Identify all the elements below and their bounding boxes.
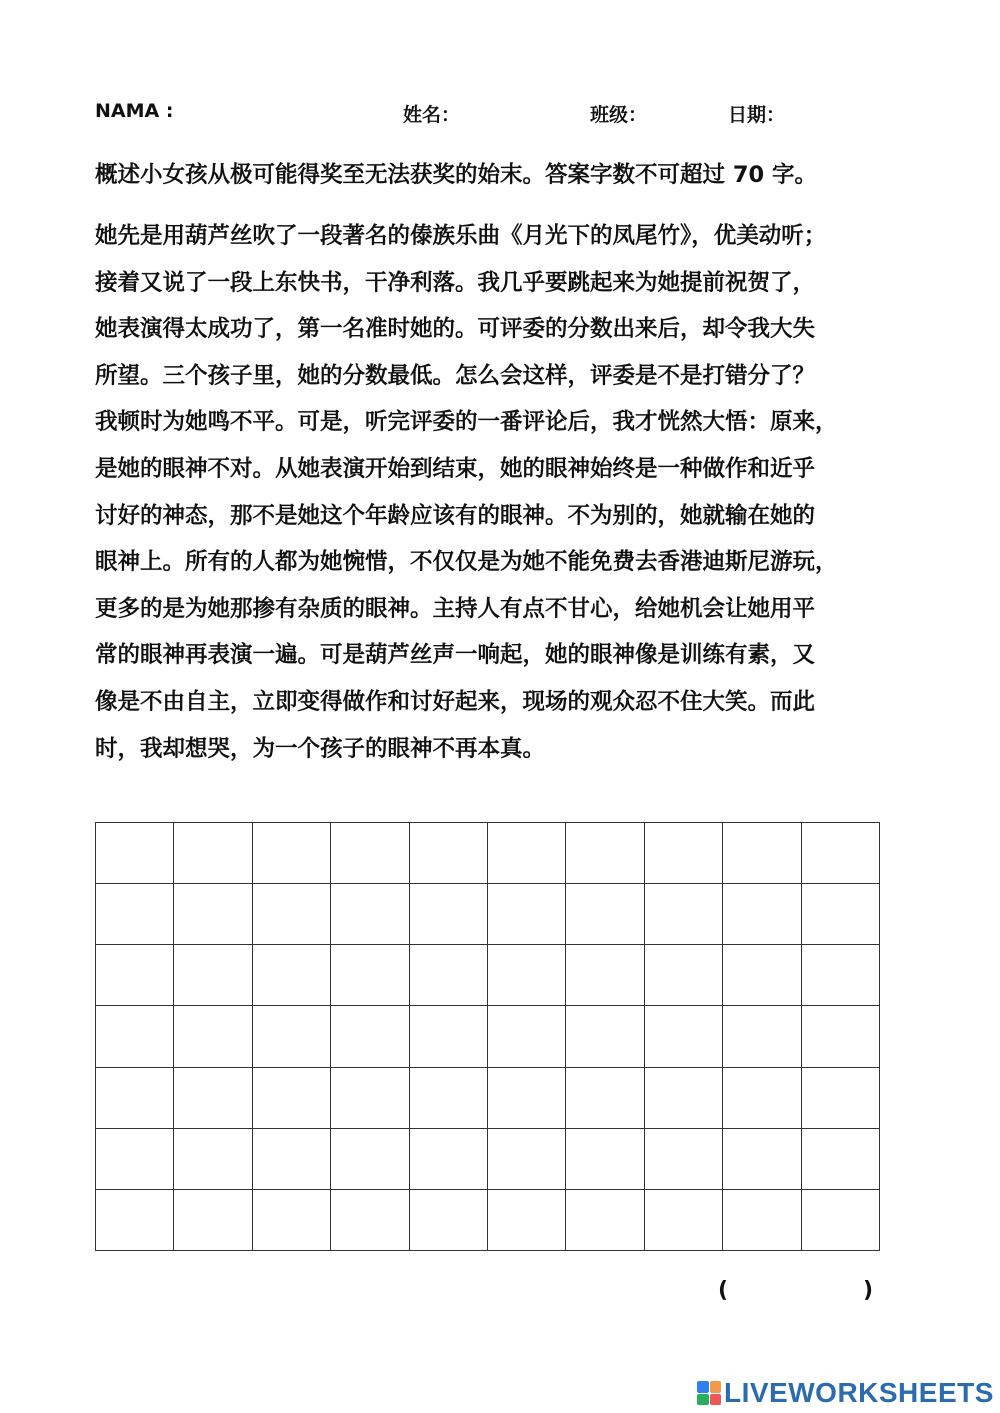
passage-line: 她表演得太成功了，第一名准时她的。可评委的分数出来后，却令我大失 (95, 316, 816, 343)
answer-cell[interactable] (723, 1068, 801, 1129)
watermark-text: LIVEWORKSHEETS (724, 1377, 994, 1408)
answer-cell[interactable] (566, 1006, 644, 1067)
score-close-bracket: ) (862, 1278, 873, 1303)
answer-cell[interactable] (253, 1129, 331, 1190)
answer-cell[interactable] (253, 1006, 331, 1067)
passage-line: 像是不由自主，立即变得做作和讨好起来，现场的观众忍不住大笑。而此 (95, 688, 816, 715)
answer-cell[interactable] (723, 823, 801, 884)
answer-cell[interactable] (645, 945, 723, 1006)
answer-cell[interactable] (96, 1129, 174, 1190)
answer-cell[interactable] (488, 1190, 566, 1251)
answer-cell[interactable] (488, 884, 566, 945)
answer-cell[interactable] (566, 884, 644, 945)
answer-cell[interactable] (174, 823, 252, 884)
answer-cell[interactable] (566, 1129, 644, 1190)
answer-cell[interactable] (802, 1006, 880, 1067)
passage-line: 眼神上。所有的人都为她惋惜，不仅仅是为她不能免费去香港迪斯尼游玩， (95, 549, 838, 576)
score-box[interactable] (718, 1278, 873, 1308)
score-open-bracket: ( (718, 1278, 729, 1303)
answer-cell[interactable] (488, 823, 566, 884)
passage-line: 时，我却想哭，为一个孩子的眼神不再本真。 (95, 735, 546, 762)
answer-cell[interactable] (253, 1190, 331, 1251)
answer-cell[interactable] (174, 1068, 252, 1129)
passage-text (95, 218, 935, 777)
answer-cell[interactable] (410, 1190, 488, 1251)
answer-cell[interactable] (802, 823, 880, 884)
answer-cell[interactable] (488, 1068, 566, 1129)
answer-cell[interactable] (802, 884, 880, 945)
answer-cell[interactable] (802, 1068, 880, 1129)
answer-cell[interactable] (253, 884, 331, 945)
liveworksheets-logo-icon (697, 1381, 721, 1405)
answer-cell[interactable] (253, 945, 331, 1006)
answer-cell[interactable] (802, 945, 880, 1006)
answer-cell[interactable] (410, 823, 488, 884)
answer-cell[interactable] (645, 884, 723, 945)
answer-cell[interactable] (96, 945, 174, 1006)
answer-cell[interactable] (723, 884, 801, 945)
answer-cell[interactable] (174, 1190, 252, 1251)
answer-cell[interactable] (566, 823, 644, 884)
answer-cell[interactable] (410, 945, 488, 1006)
answer-cell[interactable] (566, 1190, 644, 1251)
answer-cell[interactable] (174, 945, 252, 1006)
answer-cell[interactable] (331, 884, 409, 945)
answer-cell[interactable] (96, 1190, 174, 1251)
answer-cell[interactable] (253, 823, 331, 884)
passage-line: 我顿时为她鸣不平。可是，听完评委的一番评论后，我才恍然大悟：原来， (95, 409, 838, 436)
answer-cell[interactable] (723, 1129, 801, 1190)
answer-cell[interactable] (331, 1129, 409, 1190)
answer-cell[interactable] (723, 945, 801, 1006)
answer-cell[interactable] (331, 1006, 409, 1067)
passage-line: 接着又说了一段上东快书，干净利落。我几乎要跳起来为她提前祝贺了， (95, 269, 816, 296)
answer-cell[interactable] (566, 945, 644, 1006)
answer-cell[interactable] (410, 884, 488, 945)
answer-cell[interactable] (723, 1006, 801, 1067)
answer-cell[interactable] (645, 1190, 723, 1251)
class-label: 班级： (590, 104, 648, 126)
answer-cell[interactable] (174, 1129, 252, 1190)
answer-cell[interactable] (174, 884, 252, 945)
answer-cell[interactable] (723, 1190, 801, 1251)
answer-cell[interactable] (331, 1068, 409, 1129)
answer-cell[interactable] (96, 823, 174, 884)
passage-line: 所望。三个孩子里，她的分数最低。怎么会这样，评委是不是打错分了？ (95, 362, 816, 389)
answer-cell[interactable] (645, 1068, 723, 1129)
answer-cell[interactable] (96, 1006, 174, 1067)
answer-cell[interactable] (488, 1129, 566, 1190)
answer-cell[interactable] (645, 1006, 723, 1067)
answer-cell[interactable] (566, 1068, 644, 1129)
answer-cell[interactable] (802, 1190, 880, 1251)
answer-cell[interactable] (802, 1129, 880, 1190)
answer-cell[interactable] (96, 884, 174, 945)
liveworksheets-watermark (697, 1376, 994, 1410)
answer-cell[interactable] (410, 1068, 488, 1129)
answer-cell[interactable] (253, 1068, 331, 1129)
answer-grid (95, 822, 880, 1251)
answer-cell[interactable] (488, 1006, 566, 1067)
answer-cell[interactable] (410, 1129, 488, 1190)
question-prompt: 概述小女孩从极可能得奖至无法获奖的始末。答案字数不可超过 70 字。 (95, 162, 817, 188)
passage-line: 是她的眼神不对。从她表演开始到结束，她的眼神始终是一种做作和近乎 (95, 455, 816, 482)
answer-cell[interactable] (488, 945, 566, 1006)
date-label: 日期： (728, 104, 786, 126)
passage-line: 讨好的神态，那不是她这个年龄应该有的眼神。不为别的，她就输在她的 (95, 502, 816, 529)
nama-label: NAMA : (95, 100, 174, 122)
answer-cell[interactable] (410, 1006, 488, 1067)
answer-cell[interactable] (645, 823, 723, 884)
answer-cell[interactable] (331, 823, 409, 884)
answer-cell[interactable] (96, 1068, 174, 1129)
passage-line: 她先是用葫芦丝吹了一段著名的傣族乐曲《月光下的凤尾竹》，优美动听； (95, 223, 827, 249)
answer-cell[interactable] (331, 945, 409, 1006)
passage-line: 常的眼神再表演一遍。可是葫芦丝声一响起，她的眼神像是训练有素，又 (95, 642, 816, 669)
name-label: 姓名： (403, 104, 461, 126)
answer-cell[interactable] (645, 1129, 723, 1190)
passage-line: 更多的是为她那掺有杂质的眼神。主持人有点不甘心，给她机会让她用平 (95, 595, 816, 622)
student-info-header (0, 100, 1000, 128)
answer-cell[interactable] (174, 1006, 252, 1067)
answer-cell[interactable] (331, 1190, 409, 1251)
